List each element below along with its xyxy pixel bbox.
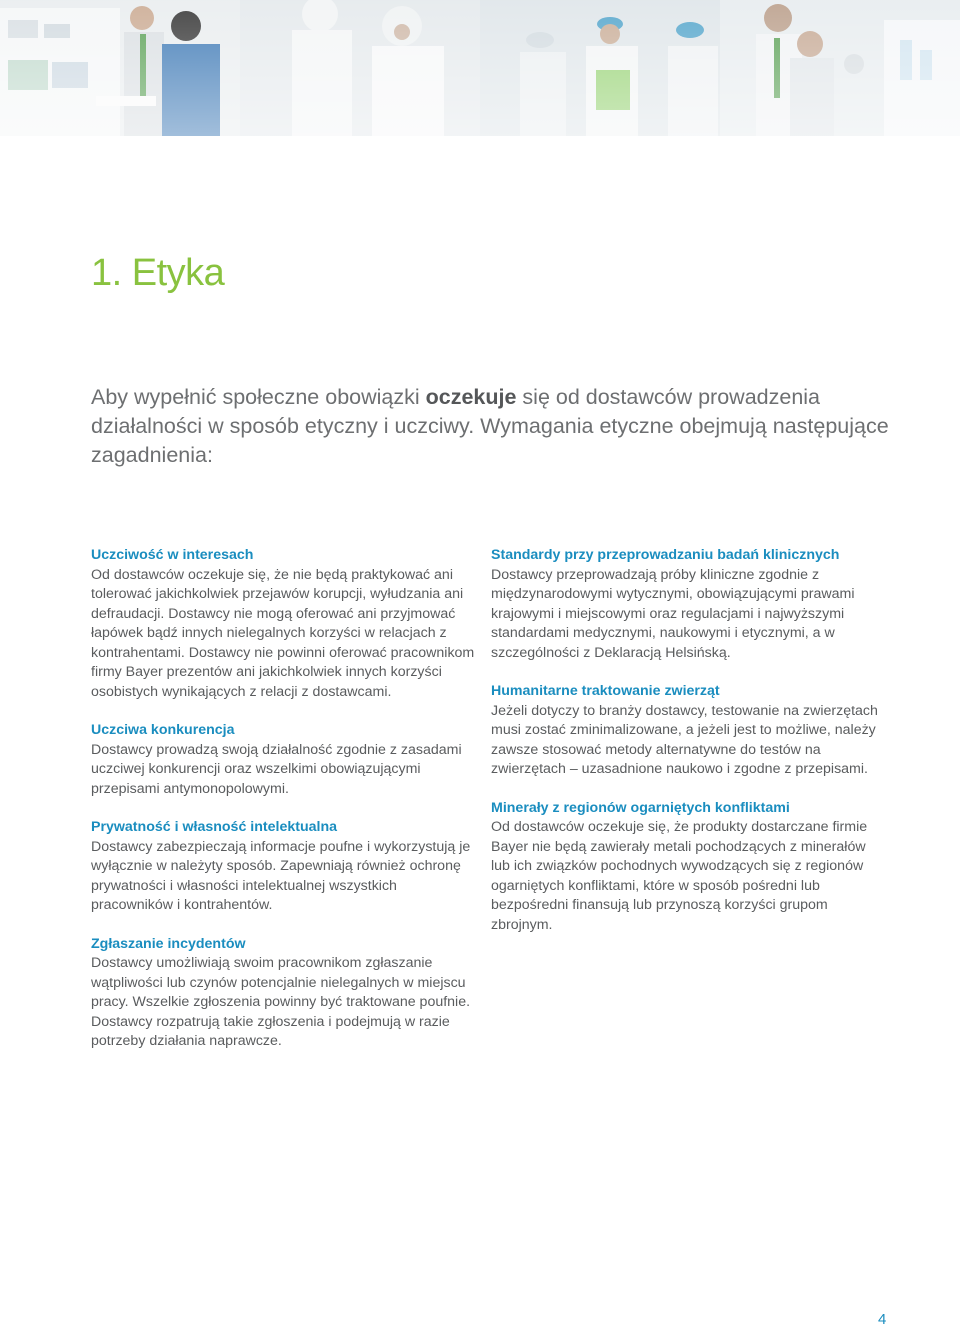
intro-emphasis: oczekuje: [425, 385, 517, 409]
section-heading: Zgłaszanie incydentów: [91, 935, 246, 952]
intro-text-before: Aby wypełnić społeczne obowiązki: [91, 385, 426, 409]
section-heading: Standardy przy przeprowadzaniu badań klinicznych: [491, 547, 840, 563]
section-body: Dostawcy prowadzą swoją działalność zgodnie z zasadami uczciwej konkurencji oraz wszelkimi obowiązującymi przepisami antymonopolowymi.: [91, 741, 462, 797]
section-body: Jeżeli dotyczy to branży dostawcy, testowanie na zwierzętach musi zostać zminimalizowane, a jeżeli jest to możliwe, należy zawsze stosować metody alternatywne do testów na zwierzętach – uzasadnione naukowo i zgodne z przepisami.: [491, 702, 878, 777]
intro-text-after: się od dostawców prowadzenia działalności w sposób etyczny i uczciwy. Wymagania etyczne obejmują następujące zagadnienia:: [91, 385, 889, 467]
section-business-integrity: [91, 546, 481, 702]
intro-paragraph: [91, 383, 891, 470]
section-clinical-trials: [491, 546, 881, 663]
section-body: Dostawcy przeprowadzają próby kliniczne zgodnie z międzynarodowymi wytycznymi, obowiązującymi prawami krajowymi i miejscowymi oraz regulacjami i najwyższymi standardami medycznymi, naukowymi i etycznymi, a w szczególności z Deklaracją Helsińską.: [491, 566, 855, 661]
header-photo-banner: [0, 0, 960, 136]
section-heading: Humanitarne traktowanie zwierząt: [491, 683, 720, 699]
section-body: Od dostawców oczekuje się, że nie będą praktykować ani tolerować jakichkolwiek przejawów korupcji, wyłudzania ani defraudacji. Dostawcy nie mogą oferować ani przyjmować łapówek bądź innych nielegalnych korzyści w relacjach z kontrahentami. Dostawcy nie powinni oferować pracownikom firmy Bayer prezentów ani jakichkolwiek innych korzyści osobistych wynikających z relacji z dostawcami.: [91, 566, 475, 700]
chapter-title: 1. Etyka: [91, 252, 225, 294]
section-privacy-ip: [91, 818, 481, 916]
section-body: Od dostawców oczekuje się, że produkty dostarczane firmie Bayer nie będą zawierały metali pochodzących z minerałów lub ich związków pochodnych wywodzących się z regionów ogarniętych konfliktami, które w sposób pośredni lub bezpośredni finansują lub przynoszą korzyści grupom zbrojnym.: [491, 819, 868, 933]
right-column: [491, 546, 881, 954]
section-conflict-minerals: [491, 799, 881, 936]
section-heading: Minerały z regionów ogarniętych konfliktami: [491, 799, 790, 816]
section-heading: Prywatność i własność intelektualna: [91, 819, 338, 835]
section-animal-welfare: [491, 682, 881, 780]
section-body: Dostawcy umożliwiają swoim pracownikom zgłaszanie wątpliwości lub czynów potencjalnie nielegalnych w miejscu pracy. Wszelkie zgłoszenia powinny być traktowane poufnie. Dostawcy rozpatrują takie zgłoszenia i podejmują w razie potrzeby działania naprawcze.: [91, 955, 471, 1049]
banner-illustration: [0, 0, 960, 136]
section-heading: Uczciwość w interesach: [91, 547, 254, 563]
left-column: [91, 546, 481, 1071]
section-incident-reporting: [91, 935, 481, 1052]
section-heading: Uczciwa konkurencja: [91, 722, 235, 738]
page-number: 4: [878, 1311, 887, 1328]
section-fair-competition: [91, 721, 481, 799]
section-body: Dostawcy zabezpieczają informacje poufne i wykorzystują je wyłącznie w należyty sposób. Zapewniają również ochronę prywatności i własności intelektualnej wszystkich pracowników i kontrahentów.: [91, 838, 471, 913]
